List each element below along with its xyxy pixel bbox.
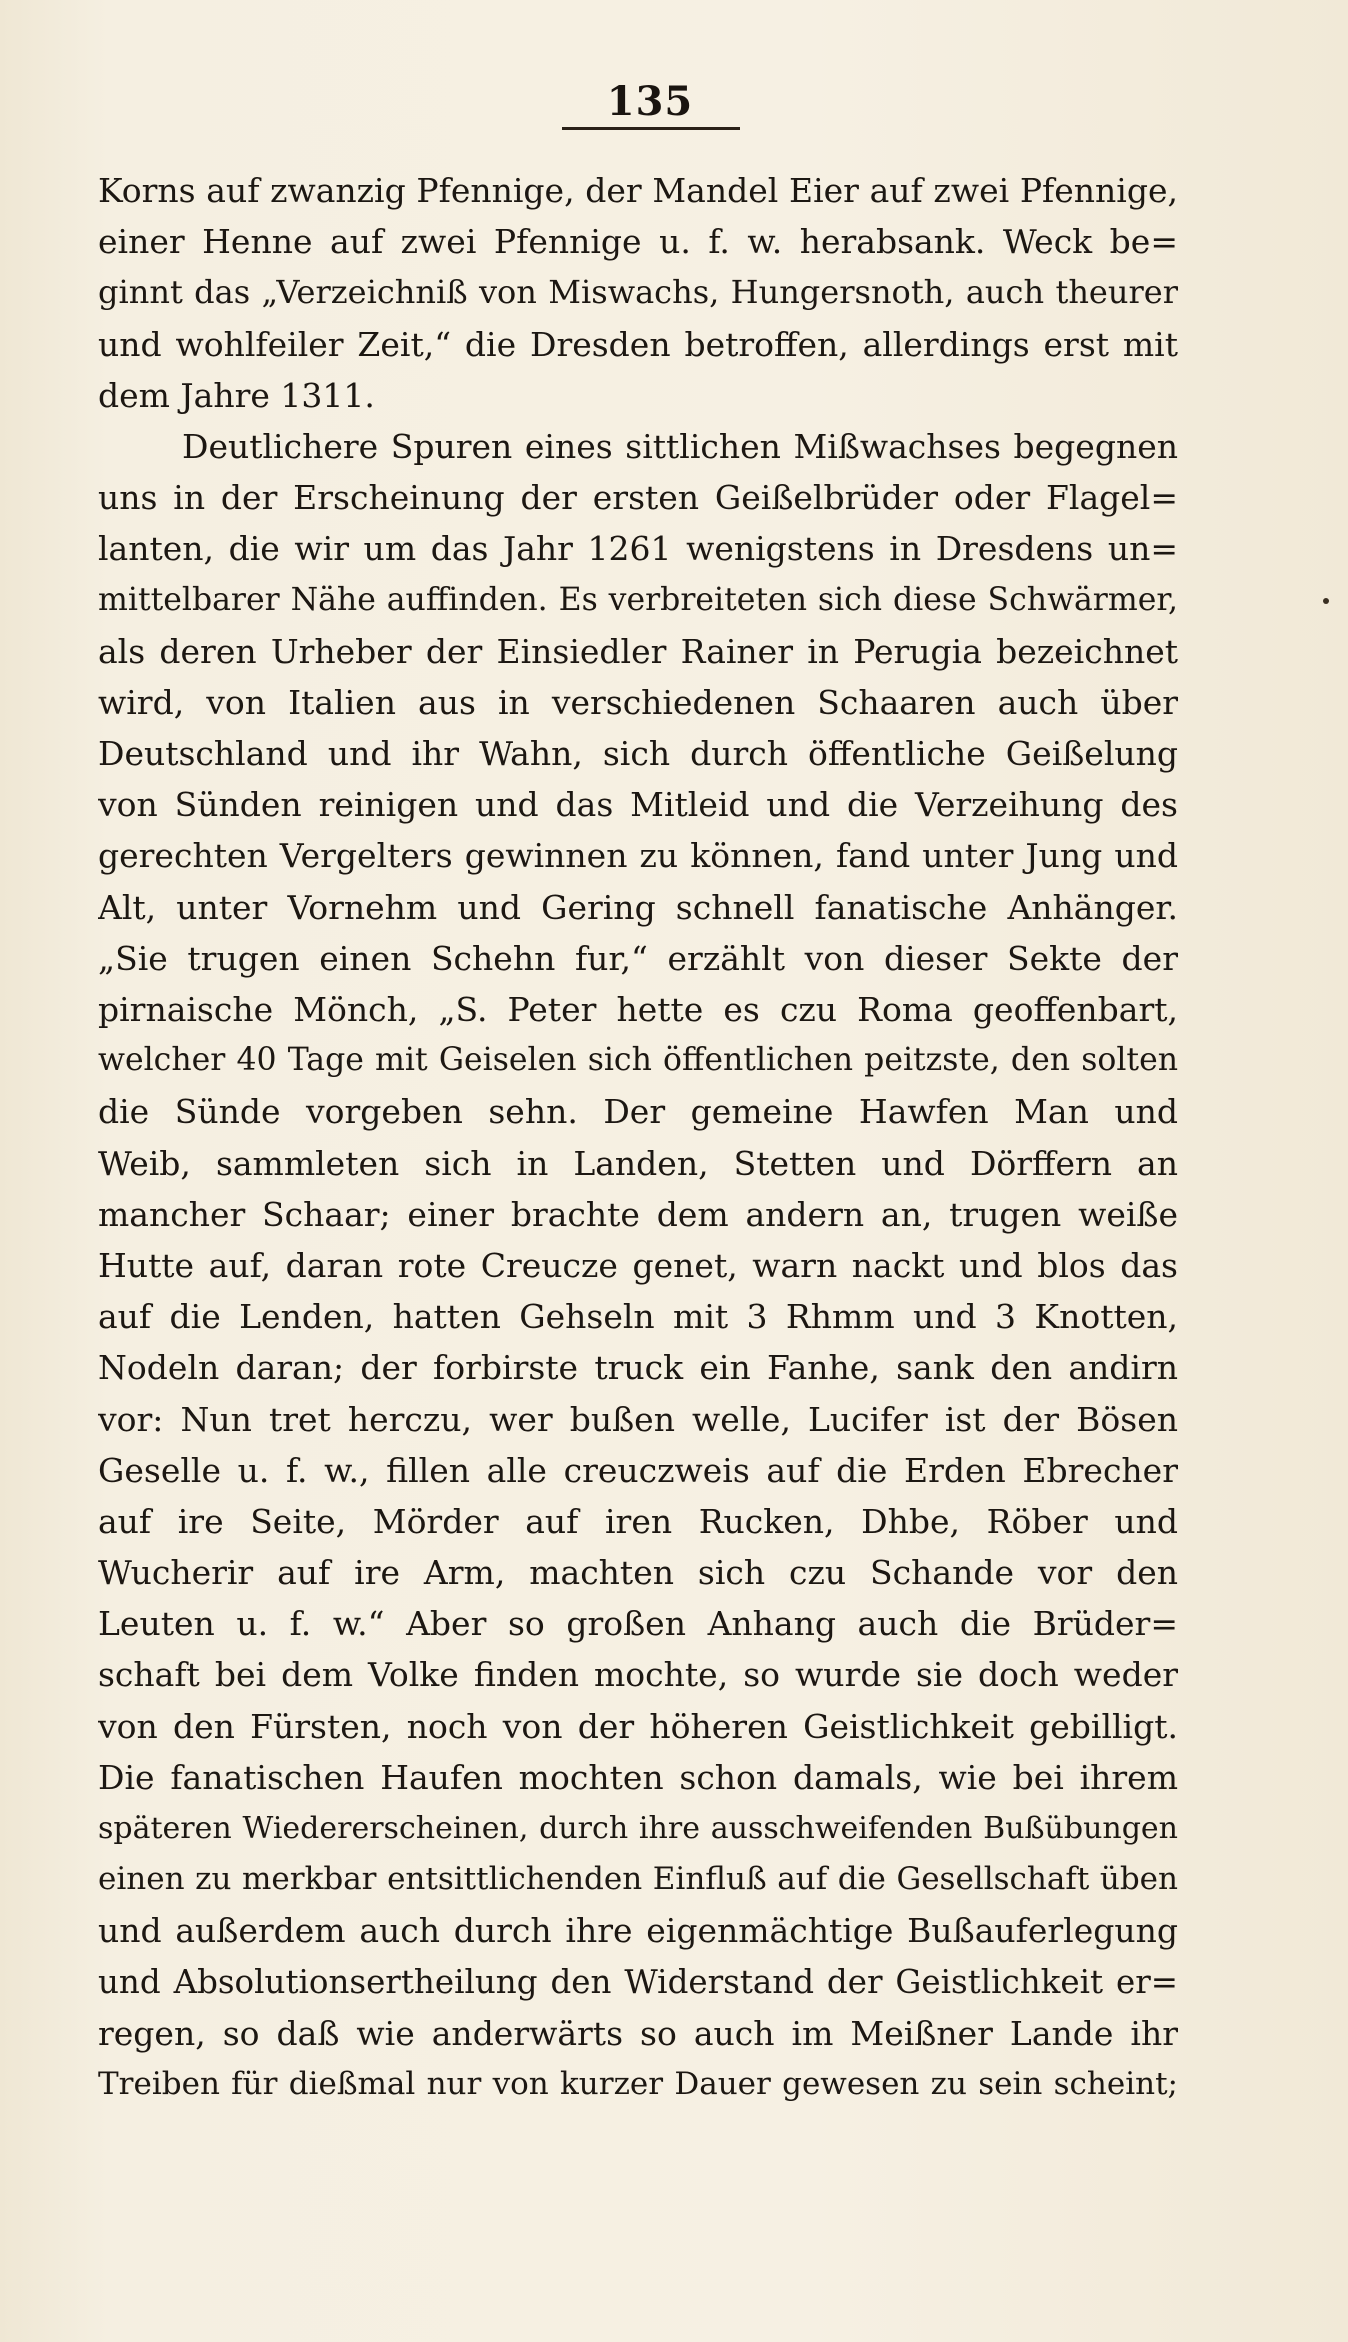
text-line: Nodeln daran; der forbirste truck ein Fanhe, sank den andirn: [98, 1348, 1178, 1388]
text-line: regen, so daß wie anderwärts so auch im Meißner Lande ihr: [98, 2013, 1178, 2053]
text-line: „Sie trugen einen Schehn fur,“ erzählt von dieser Sekte der: [98, 938, 1178, 978]
text-line: Deutlichere Spuren eines sittlichen Mißwachses begegnen: [182, 426, 1178, 466]
text-line: Korns auf zwanzig Pfennige, der Mandel Eier auf zwei Pfennige,: [98, 171, 1178, 210]
text-line: einen zu merkbar entsittlichenden Einfluß auf die Gesellschaft üben: [98, 1861, 1178, 1898]
text-line: vor: Nun tret herczu, wer bußen welle, Lucifer ist der Bösen: [98, 1399, 1178, 1439]
text-line: Hutte auf, daran rote Creucze genet, warn nackt und blos das: [98, 1245, 1178, 1285]
body-text: [98, 165, 1178, 2110]
text-line: welcher 40 Tage mit Geiselen sich öffentlichen peitzste, den solten: [98, 1042, 1178, 1079]
text-line: späteren Wiedererscheinen, durch ihre ausschweifenden Bußübungen: [98, 1811, 1178, 1846]
text-line: gerechten Vergelters gewinnen zu können, fand unter Jung und: [98, 836, 1178, 876]
text-line: ginnt das „Verzeichniß von Miswachs, Hungersnoth, auch theurer: [98, 273, 1178, 312]
text-line: Leuten u. f. w.“ Aber so großen Anhang auch die Brüder=: [98, 1604, 1178, 1644]
text-line: schaft bei dem Volke finden mochte, so wurde sie doch weder: [98, 1655, 1178, 1695]
text-line: Geselle u. f. w., fillen alle creuczweis auf die Erden Ebrecher: [98, 1450, 1178, 1490]
text-line: pirnaische Mönch, „S. Peter hette es czu Roma geoffenbart,: [98, 990, 1178, 1029]
ink-speck: [1323, 598, 1329, 604]
header-rule: [562, 127, 740, 130]
text-line: auf ire Seite, Mörder auf iren Rucken, Dhbe, Röber und: [98, 1501, 1178, 1541]
text-line: die Sünde vorgeben sehn. Der gemeine Hawfen Man und: [98, 1092, 1178, 1132]
text-line: von Sünden reinigen und das Mitleid und die Verzeihung des: [98, 785, 1178, 825]
text-line: Treiben für dießmal nur von kurzer Dauer gewesen zu sein scheint;: [98, 2065, 1178, 2102]
text-line: mittelbarer Nähe auffinden. Es verbreiteten sich diese Schwärmer,: [98, 581, 1178, 618]
text-line: Weib, sammleten sich in Landen, Stetten und Dörffern an: [98, 1143, 1178, 1183]
page-number: 135: [606, 78, 694, 125]
text-line: und wohlfeiler Zeit,“ die Dresden betroffen, allerdings erst mit: [98, 324, 1178, 364]
text-line: Alt, unter Vornehm und Gering schnell fanatische Anhänger.: [98, 887, 1178, 927]
text-line: Deutschland und ihr Wahn, sich durch öffentliche Geißelung: [98, 734, 1178, 774]
text-line: und außerdem auch durch ihre eigenmächtige Bußauferlegung: [98, 1911, 1178, 1951]
text-line: Wucherir auf ire Arm, machten sich czu Schande vor den: [98, 1553, 1178, 1593]
text-line: dem Jahre 1311.: [98, 375, 375, 415]
text-line: wird, von Italien aus in verschiedenen Schaaren auch über: [98, 682, 1178, 722]
text-line: auf die Lenden, hatten Gehseln mit 3 Rhmm und 3 Knotten,: [98, 1297, 1178, 1337]
text-line: als deren Urheber der Einsiedler Rainer in Perugia bezeichnet: [98, 631, 1178, 671]
text-line: von den Fürsten, noch von der höheren Geistlichkeit gebilligt.: [98, 1706, 1178, 1746]
text-line: lanten, die wir um das Jahr 1261 wenigstens in Dresdens un=: [98, 529, 1178, 569]
text-line: uns in der Erscheinung der ersten Geißelbrüder oder Flagel=: [98, 478, 1178, 518]
text-line: mancher Schaar; einer brachte dem andern an, trugen weiße: [98, 1194, 1178, 1234]
text-line: Die fanatischen Haufen mochten schon damals, wie bei ihrem: [98, 1757, 1178, 1797]
text-line: und Absolutionsertheilung den Widerstand der Geistlichkeit er=: [98, 1962, 1178, 2001]
text-line: einer Henne auf zwei Pfennige u. f. w. herabsank. Weck be=: [98, 222, 1178, 262]
